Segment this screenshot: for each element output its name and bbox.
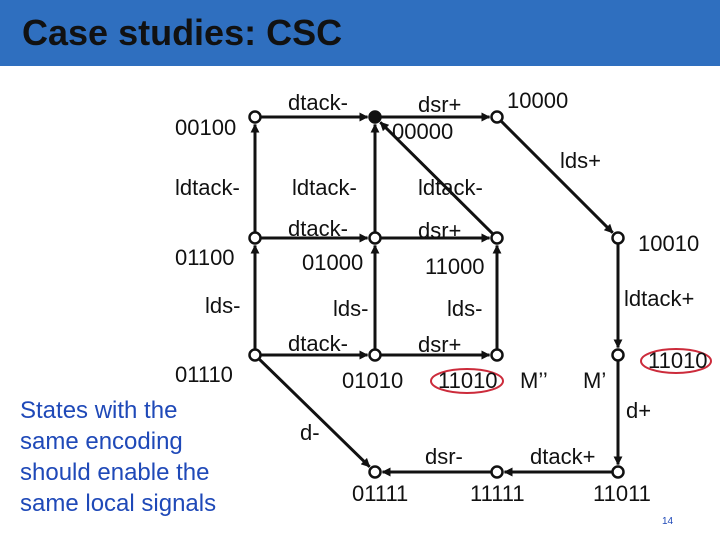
state-11010-highlighted-right: 11010 [648, 348, 708, 373]
note-line: should enable the [20, 459, 210, 486]
state-node [613, 233, 624, 244]
state-00100: 00100 [175, 115, 237, 140]
transition-dsr-plus-low: dsr+ [418, 332, 462, 357]
state-node [250, 350, 261, 361]
transition-dsr-plus-top: dsr+ [418, 92, 462, 117]
state-11000: 11000 [425, 254, 485, 279]
state-01000: 01000 [302, 250, 364, 275]
transition-dtack-minus-top: dtack- [288, 90, 348, 115]
transition-ldtack-plus: ldtack+ [624, 286, 695, 311]
note-line: States with the [20, 397, 178, 424]
state-11011: 11011 [593, 481, 651, 506]
state-node [492, 233, 503, 244]
initial-state-node [370, 112, 381, 123]
state-m-double-prime: M’’ [520, 368, 548, 393]
transition-arrow [502, 122, 613, 233]
transition-d-plus: d+ [626, 398, 652, 423]
transition-dsr-plus-mid: dsr+ [418, 218, 462, 243]
state-node [370, 467, 381, 478]
transition-d-minus: d- [300, 420, 320, 445]
state-node [492, 350, 503, 361]
state-11010-highlighted: 11010 [438, 368, 498, 393]
page-number: 14 [662, 516, 674, 527]
transition-ldtack-minus-right: ldtack- [418, 175, 483, 200]
state-01010: 01010 [342, 368, 404, 393]
state-01110: 01110 [175, 362, 233, 387]
state-01111: 01111 [352, 481, 409, 506]
transition-lds-plus: lds+ [560, 148, 601, 173]
state-node [250, 112, 261, 123]
state-node [613, 350, 624, 361]
state-m-prime: M’ [583, 368, 607, 393]
state-10000: 10000 [507, 88, 569, 113]
state-node [613, 467, 624, 478]
transition-dtack-minus-low: dtack- [288, 331, 348, 356]
note-line: same encoding [20, 428, 183, 455]
transition-ldtack-minus-left: ldtack- [175, 175, 240, 200]
state-node [250, 233, 261, 244]
state-node [492, 467, 503, 478]
state-10010: 10010 [638, 231, 700, 256]
note-line: same local signals [20, 490, 217, 517]
transition-lds-minus-center: lds- [333, 296, 369, 321]
state-node [492, 112, 503, 123]
transition-ldtack-minus-center: ldtack- [292, 175, 357, 200]
transition-dtack-minus-mid: dtack- [288, 216, 348, 241]
transition-lds-minus-right: lds- [447, 296, 483, 321]
state-01100: 01100 [175, 245, 235, 270]
transition-dtack-plus: dtack+ [530, 444, 596, 469]
transition-dsr-minus: dsr- [425, 444, 463, 469]
state-11111: 11111 [470, 481, 525, 506]
state-node [370, 233, 381, 244]
state-node [370, 350, 381, 361]
explanation-note [20, 395, 216, 519]
slide-title: Case studies: CSC [22, 12, 343, 53]
transition-lds-minus-left: lds- [205, 293, 241, 318]
state-00000: 00000 [392, 119, 454, 144]
